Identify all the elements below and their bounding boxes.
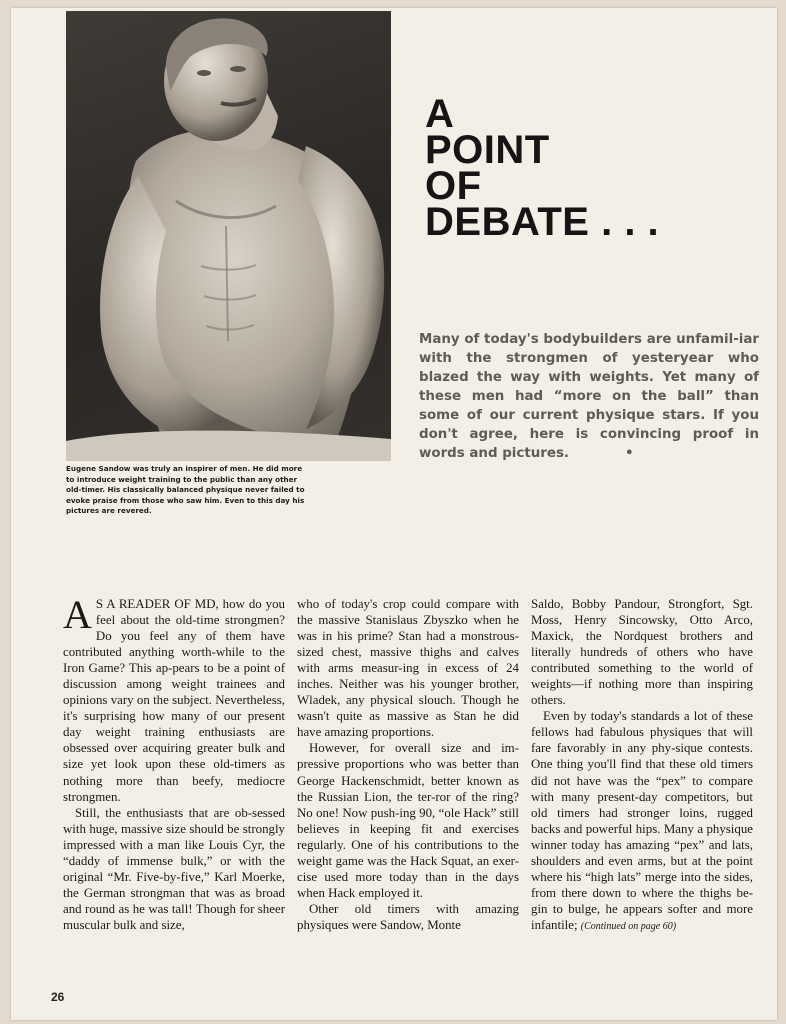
paragraph-text: S A READER OF MD, how do you feel about the old-time strongmen? Do you feel any of them have contributed anything worth-while to the Iron Game? This ap-pears to be a point of discussion among weight trainees and opinions vary on the subject. Nevertheless, it's surprising how many of our present day weight training enthusiasts are obsessed over acquiring greater bulk and size yet look upon these old-timers as nothing more than beefy, mediocre strongmen. [63, 597, 285, 804]
article-headline [425, 92, 660, 244]
paragraph [531, 708, 753, 935]
paragraph: Still, the enthusiasts that are ob-sessed with huge, massive size should be strongly impressed with a man like Louis Cyr, the “daddy of immense bulk,” or with the original “Mr. Five-by-five,” Karl Moerke, the German strongman that was as broad and round as he was tall! Though for sheer muscular bulk and size, [63, 805, 285, 932]
magazine-page [11, 8, 777, 1020]
paragraph: However, for overall size and im-pressive proportions who was better than George Hackenschmidt, better known as the Russian Lion, the ter-ror of the ring? No one! Now push-ing 90, “ole Hack” still believes in keeping fit and exercises regularly. One of his contributions to the weight game was the Hack Squat, an exer-cise used more today than in the days when Hack employed it. [297, 741, 519, 900]
article-column-1 [63, 592, 285, 933]
deck-end-mark: • [625, 446, 634, 461]
paragraph: Saldo, Bobby Pandour, Strongfort, Sgt. Moss, Henry Sincowsky, Otto Arco, Maxick, the Nordquest brothers and literally hundreds of others who have contributed something to the world of weights—if nothing more than inspiring others. [531, 597, 753, 708]
headline-line: A [425, 92, 455, 136]
article-column-3 [531, 596, 753, 935]
paragraph: Other old timers with amazing physiques were Sandow, Monte [297, 901, 519, 932]
sandow-photo [66, 11, 391, 461]
photo-caption: Eugene Sandow was truly an inspirer of men. He did more to introduce weight training to the public than any other old-timer. His classically balanced physique never failed to evoke praise from those who saw him. Even to this day his pictures are revered. [66, 464, 305, 515]
sandow-portrait-image [66, 11, 391, 461]
drop-cap: A [63, 592, 92, 637]
headline-line: OF [425, 164, 482, 208]
paragraph-text: Even by today's standards a lot of these fellows had fabulous physiques that will fare favorably in any phy-sique contests. One thing you'll find that these old timers did not have was the “pex” to compare with many present-day competitors, but old timers had stronger loins, rugged backs and powerful hips. Many a physique winner today has amazing “pex” and lats, shoulders and even arms, but at the point where his “high lats” merge into the sides, from there down to where the thighs be-gin to bulge, he appears softer and more infantile; [531, 709, 753, 932]
continued-note: (Continued on page 60) [580, 920, 677, 932]
page-number: 26 [51, 990, 65, 1004]
deck-text: Many of today's bodybuilders are unfamil-iar with the strongmen of yesteryear who blazed the way with weights. Yet many of these men had “more on the ball” than some of our current physique stars. If you don't agree, here is convincing proof in words and pictures. [419, 332, 759, 461]
paragraph [63, 592, 285, 805]
article-column-2 [297, 596, 519, 933]
headline-line: POINT [425, 128, 550, 172]
headline-line: DEBATE . . . [425, 200, 660, 244]
paragraph: who of today's crop could compare with the massive Stanislaus Zbyszko when he was in his prime? Stan had a monstrous-sized chest, massive thighs and calves with arms measur-ing in excess of 24 inches. Neither was his younger brother, Wladek, any physical slouch. Though he wasn't quite as massive as Stan he did have amazing proportions. [297, 597, 519, 740]
article-deck [419, 330, 759, 463]
